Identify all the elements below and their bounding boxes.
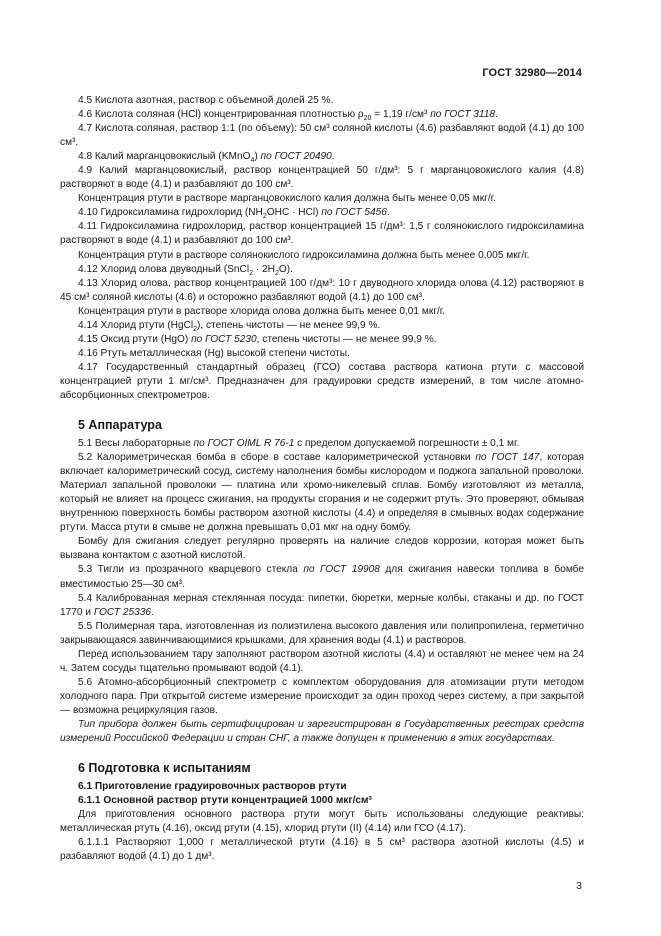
paragraph-4-7: 4.7 Кислота соляная, раствор 1:1 (по объему): 50 см³ соляной кислоты (4.6) разбавляют водой (4.1) до 100 см³. (60, 123, 584, 149)
text-run: с пределом допускаемой погрешности ± 0,1 мг. (294, 438, 520, 450)
text-run: , которая включает калориметрический сосуд, систему наполнения бомбы кислородом и поджога запальной проволоки. Материал запальной проволоки — платина или хромо-никелевый сплав. Бомбу изготовляют из металла, который не влияет на процесс сжигания, на продукты сгорания и не содержит ртуть. Это проверяют, обмывая внутреннюю поверхность бомбы раствором азотной кислоты (4.4) и определяя в смывных водах содержание ртути. Масса ртути в смыве не должна превышать 0,01 мкг на одну бомбу. (60, 452, 584, 534)
paragraph-6-1-1-1: 6.1.1.1 Растворяют 1,000 г металлической ртути (4.16) в 5 см³ раствора азотной кислоты (4.5) и разбавляют водой (4.1) до 1 дм³. (60, 837, 584, 863)
subscript: 2 (249, 269, 253, 277)
text-run: 4.15 Оксид ртути (HgO) (78, 333, 192, 345)
paragraph-5-6-note: Тип прибора должен быть сертифицирован и зарегистрирован в Государственных реестрах средств измерений Российской Федерации и стран СНГ, а также допущен к применению в этих государствах. (60, 718, 584, 745)
text-run: 4.12 Хлорид олова двуводный (SnCl (78, 263, 250, 275)
standard-reference: по ГОСТ 3118 (430, 109, 495, 121)
paragraph-4-13: 4.13 Хлорид олова, раствор концентрацией 100 г/дм³: 10 г двуводного хлорида олова (4.12) растворяют в 45 см³ соляной кислоты (4.6) и осторожно разбавляют водой (4.1) до 100 см³. (60, 277, 584, 303)
standard-reference: ГОСТ 25336 (93, 606, 151, 618)
paragraph-4-11: 4.11 Гидроксиламина гидрохлорид, раствор концентрацией 15 г/дм³: 1,5 г солянокислого гидроксиламина растворяют в воде (4.1) и разбавляют до 100 см³. (60, 221, 584, 247)
paragraph-4-13-note: Концентрация ртути в растворе хлорида олова должна быть менее 0,01 мкг/г. (78, 305, 446, 317)
standard-reference: по ГОСТ OIML R 76-1 (193, 438, 295, 450)
text-run: · 2H (252, 263, 275, 275)
paragraph-6-1-1-intro: Для приготовления основного раствора ртути могут быть использованы следующие реактивы: металлическая ртуть (4.16), оксид ртути (4.15), хлорид ртути (II) (4.14) или ГСО (4.17). (60, 809, 584, 835)
paragraph-4-11-note: Концентрация ртути в растворе солянокислого гидроксиламина должна быть менее 0,005 мкг/г. (78, 249, 530, 261)
paragraph-5-5-note: Перед использованием тару заполняют раствором азотной кислоты (4.4) и оставляют не менее чем на 24 ч. Затем сосуды тщательно промывают водой (4.1). (60, 648, 584, 674)
text-run: 5.4 Калиброванная мерная стеклянная посуда: пипетки, бюретки, мерные колбы, стаканы и др. по ГОСТ 1770 и (60, 592, 584, 618)
subscript: 2 (193, 325, 198, 333)
paragraph-5-2 (60, 451, 584, 535)
standard-reference: по ГОСТ 20490 (260, 151, 332, 163)
paragraph-5-2-note: Бомбу для сжигания следует регулярно проверять на наличие следов коррозии, которая может быть вызвана контактом с азотной кислотой. (60, 536, 584, 562)
text-run: 5.1 Весы лабораторные (78, 438, 194, 450)
text-run: = 1,19 г/см³ (371, 109, 431, 121)
section-6-title: 6 Подготовка к испытаниям (78, 761, 251, 776)
section-6-1-1-title: 6.1.1 Основной раствор ртути концентрацией 1000 мкг/см³ (78, 795, 372, 807)
text-run: . (386, 207, 390, 219)
text-run: для сжигания навески топлива в бомбе вместимостью 25—30 см³. (60, 564, 584, 590)
paragraph-4-15 (60, 333, 584, 347)
text-run: , степень чистоты — не менее 99,9 %. (256, 333, 437, 345)
paragraph-5-5: 5.5 Полимерная тара, изготовленная из полиэтилена высокого давления или полипропилена, герметично закрывающаяся завинчивающимися крышками, для хранения воды (4.1) и растворов. (60, 620, 584, 646)
text-run: 5.3 Тигли из прозрачного кварцевого стекла (78, 564, 304, 576)
text-run: 4.10 Гидроксиламина гидрохлорид (NH (78, 207, 263, 219)
page-number: 3 (576, 880, 582, 892)
text-run: 4.8 Калий марганцовокислый (KMnO (78, 151, 251, 163)
paragraph-4-9-note: Концентрация ртути в растворе марганцовокислого калия должна быть менее 0,05 мкг/г. (78, 193, 496, 205)
paragraph-5-6: 5.6 Атомно-абсорбционный спектрометр с комплектом оборудования для атомизации ртути методом холодного пара. При открытой системе измерение происходит за один проход через систему, а при закрытой — возможна рециркуляция газов. (60, 676, 584, 716)
subscript: 4 (250, 157, 255, 165)
paragraph-5-3 (60, 563, 584, 591)
document-body (60, 94, 584, 864)
paragraph-4-6 (60, 108, 584, 122)
text-run: ) (254, 151, 261, 163)
text-run: . (495, 109, 498, 121)
subscript: 2 (262, 213, 267, 221)
paragraph-5-4 (60, 592, 584, 620)
paragraph-4-9: 4.9 Калий марганцовокислый, раствор концентрацией 50 г/дм³: 5 г марганцовокислого калия (4.8) растворяют в воде (4.1) и разбавляют до 100 см³. (60, 165, 584, 191)
standard-reference: по ГОСТ 5456 (321, 207, 387, 219)
text-run: 5.2 Калориметрическая бомба в сборе в составе калориметрической установки (78, 452, 476, 464)
paragraph-4-17: 4.17 Государственный стандартный образец (ГСО) состава раствора катиона ртути с массовой концентрацией ртути 1 мг/см³. Предназначен для градуировки средств измерений, в том числе атомно-абсорбционных спектрометров. (60, 361, 584, 401)
text-run: ), степень чистоты — не менее 99,9 %. (197, 319, 381, 331)
paragraph-5-1 (60, 437, 584, 451)
text-run: 4.6 Кислота соляная (HCl) концентрированная плотностью ρ (78, 109, 364, 121)
paragraph-4-5: 4.5 Кислота азотная, раствор с объемной долей 25 %. (78, 95, 334, 106)
subscript: 2 (274, 269, 279, 277)
section-6-1-title: 6.1 Приготовление градуировочных растворов ртути (78, 781, 347, 793)
subscript: 20 (363, 115, 372, 123)
standard-code-header: ГОСТ 32980—2014 (482, 67, 582, 79)
standard-reference: по ГОСТ 19908 (303, 564, 380, 576)
standard-reference: по ГОСТ 5230 (191, 333, 257, 345)
section-5-title: 5 Аппаратура (78, 418, 162, 433)
paragraph-4-14 (60, 319, 584, 333)
paragraph-4-12 (60, 263, 584, 277)
text-run: . (151, 606, 154, 618)
text-run: OHC · HCl) (266, 207, 322, 219)
paragraph-4-8 (60, 150, 584, 164)
standard-reference: по ГОСТ 147 (475, 452, 540, 464)
text-run: 4.14 Хлорид ртути (HgCl (78, 319, 194, 331)
paragraph-4-16: 4.16 Ртуть металлическая (Hg) высокой степени чистоты. (78, 347, 350, 359)
text-run: O). (278, 263, 293, 275)
text-run: . (331, 151, 335, 163)
paragraph-4-10 (60, 206, 584, 220)
